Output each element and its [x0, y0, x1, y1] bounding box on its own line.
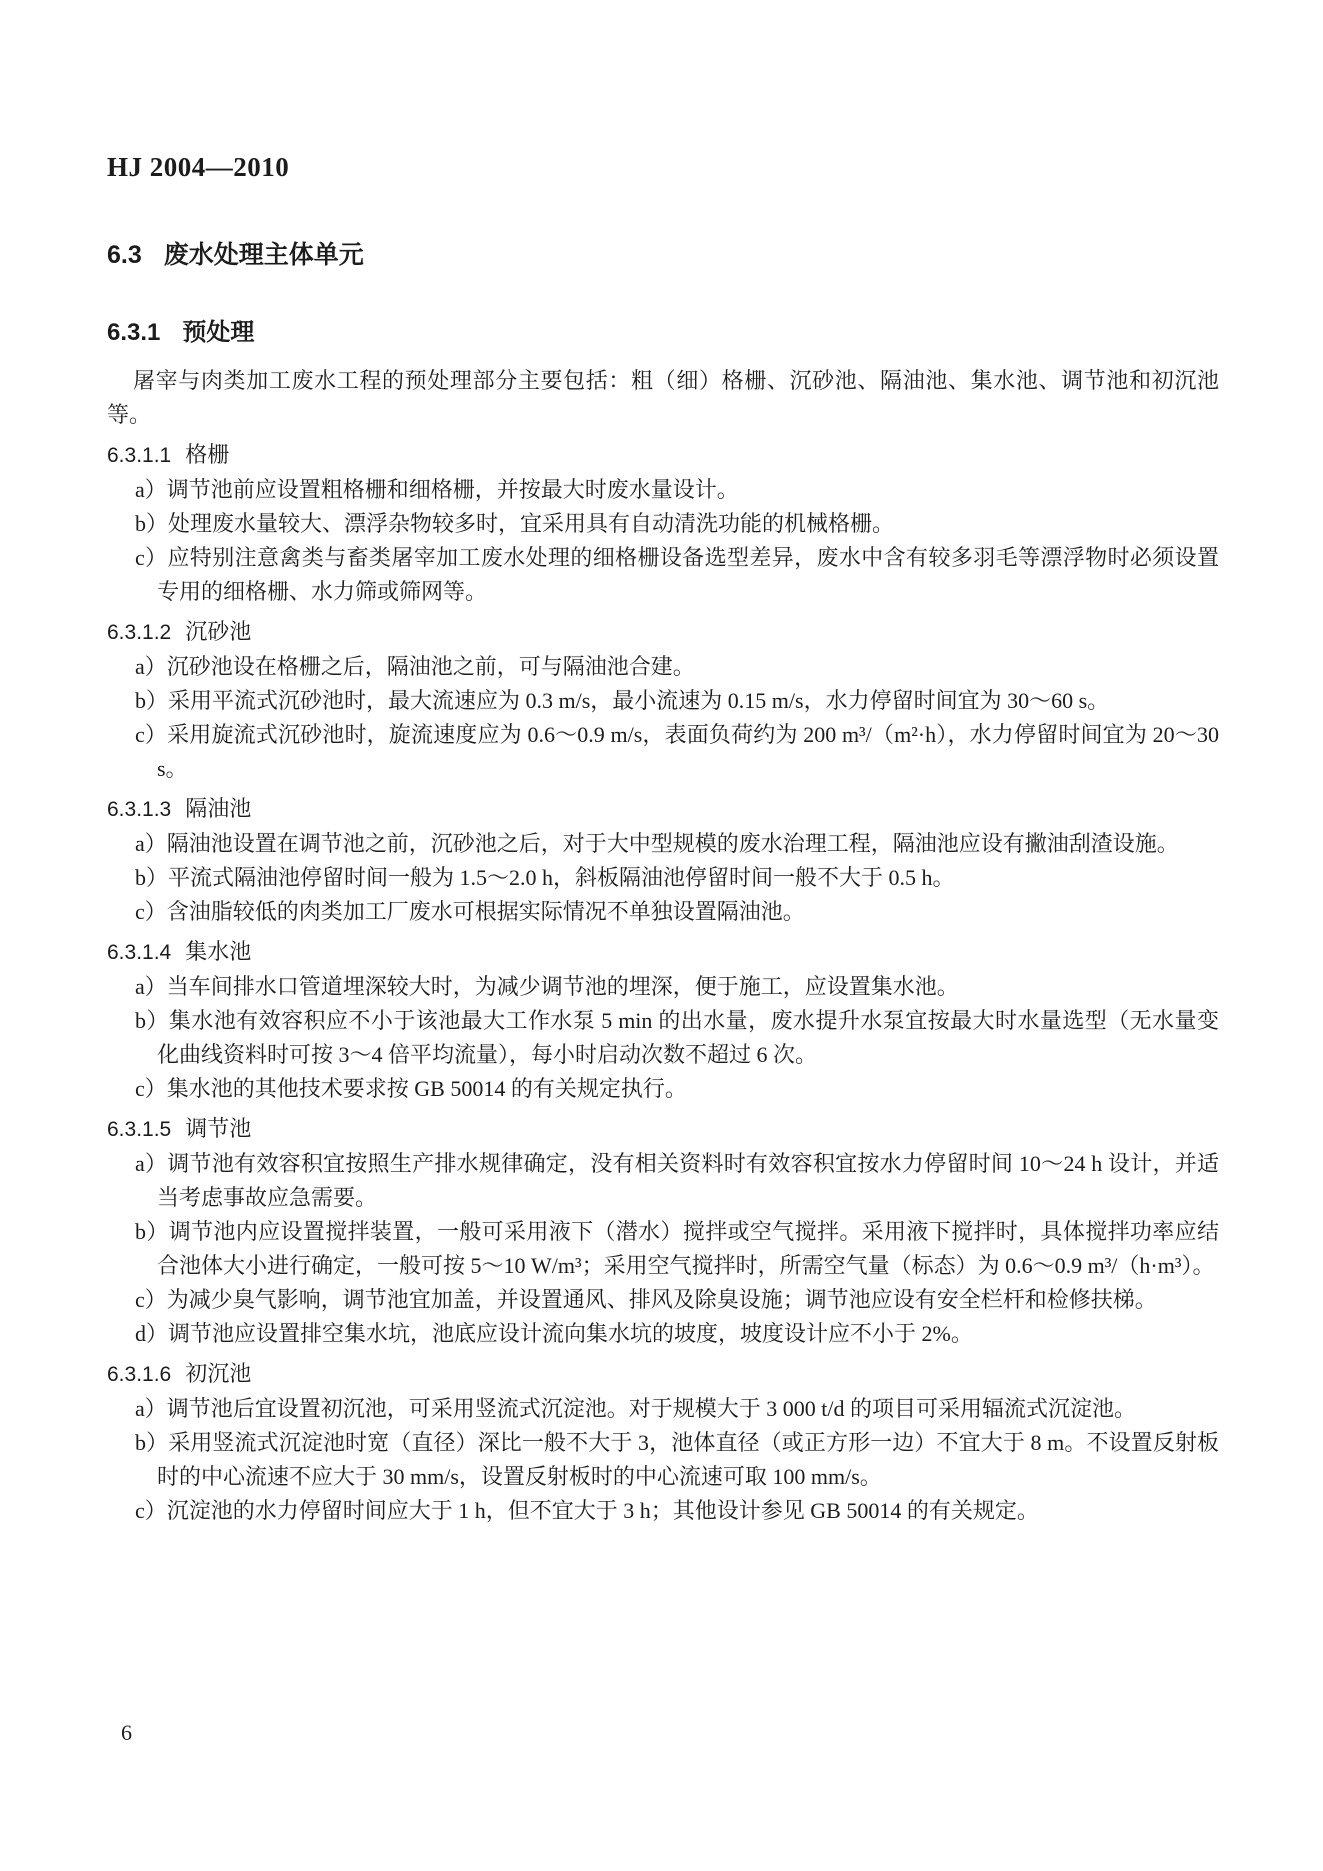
item-label: b） — [135, 1008, 169, 1033]
doc-code-header: HJ 2004—2010 — [107, 152, 290, 182]
item-label: c） — [135, 1498, 167, 1523]
item-text: 调节池内应设置搅拌装置，一般可采用液下（潜水）搅拌或空气搅拌。采用液下搅拌时，具体搅拌功率应结合池体大小进行确定，一般可按 5～10 W/m³；采用空气搅拌时，所需空气量（标态）为 0.6～0.9 m³/（h·m³）。 — [157, 1219, 1219, 1278]
item-text: 采用平流式沉砂池时，最大流速应为 0.3 m/s，最小流速为 0.15 m/s，水力停留时间宜为 30～60 s。 — [168, 688, 1110, 713]
item-text: 调节池有效容积宜按照生产排水规律确定，没有相关资料时有效容积宜按水力停留时间 10～24 h 设计，并适当考虑事故应急需要。 — [157, 1151, 1219, 1210]
item-text: 当车间排水口管道埋深较大时，为减少调节池的埋深，便于施工，应设置集水池。 — [166, 974, 959, 999]
list-item — [107, 718, 1219, 786]
clause-heading — [107, 438, 1219, 473]
clause-title: 格栅 — [185, 442, 230, 467]
item-text: 平流式隔油池停留时间一般为 1.5～2.0 h，斜板隔油池停留时间一般不大于 0.5 h。 — [168, 865, 955, 890]
page-number: 6 — [121, 1720, 132, 1745]
document-body — [107, 238, 1219, 1528]
item-text: 处理废水量较大、漂浮杂物较多时，宜采用具有自动清洗功能的机械格栅。 — [168, 511, 895, 536]
clause-title: 沉砂池 — [185, 619, 252, 644]
clause-number: 6.3.1.2 — [107, 621, 172, 644]
item-text: 隔油池设置在调节池之前，沉砂池之后，对于大中型规模的废水治理工程，隔油池应设有撇油刮渣设施。 — [166, 831, 1179, 856]
item-text: 含油脂较低的肉类加工厂废水可根据实际情况不单独设置隔油池。 — [166, 899, 805, 924]
item-label: b） — [135, 1219, 169, 1244]
item-label: b） — [135, 1430, 169, 1455]
item-text: 为减少臭气影响，调节池宜加盖，并设置通风、排风及除臭设施；调节池应设有安全栏杆和检修扶梯。 — [166, 1287, 1157, 1312]
item-text: 沉砂池设在格栅之后，隔油池之前，可与隔油池合建。 — [166, 654, 695, 679]
item-text: 集水池有效容积应不小于该池最大工作水泵 5 min 的出水量，废水提升水泵宜按最大时水量选型（无水量变化曲线资料时可按 3～4 倍平均流量），每小时启动次数不超过 6 次。 — [157, 1008, 1219, 1067]
paragraph: 屠宰与肉类加工废水工程的预处理部分主要包括：粗（细）格栅、沉砂池、隔油池、集水池、调节池和初沉池等。 — [107, 368, 1219, 427]
item-label: b） — [135, 688, 169, 713]
clause-heading — [107, 615, 1219, 650]
list-item — [107, 895, 1219, 929]
item-text: 集水池的其他技术要求按 GB 50014 的有关规定执行。 — [166, 1076, 687, 1101]
item-text: 采用旋流式沉砂池时，旋流速度应为 0.6～0.9 m/s，表面负荷约为 200 m³/（m²·h），水力停留时间宜为 20～30 s。 — [157, 722, 1219, 781]
item-text: 采用竖流式沉淀池时宽（直径）深比一般不大于 3，池体直径（或正方形一边）不宜大于 8 m。不设置反射板时的中心流速不应大于 30 mm/s，设置反射板时的中心流速可取 100 mm/s。 — [157, 1430, 1219, 1489]
list-item — [107, 1392, 1219, 1426]
item-label: d） — [135, 1321, 169, 1346]
list-item — [107, 861, 1219, 895]
list-item — [107, 1215, 1219, 1283]
item-label: a） — [135, 1396, 167, 1421]
clause-heading — [107, 1357, 1219, 1392]
list-item — [107, 473, 1219, 507]
clause-heading — [107, 935, 1219, 970]
list-item — [107, 1072, 1219, 1106]
clause-number: 6.3.1.3 — [107, 798, 172, 821]
list-item — [107, 684, 1219, 718]
list-item — [107, 1317, 1219, 1351]
clause-heading — [107, 1112, 1219, 1147]
list-item — [107, 1283, 1219, 1317]
list-item — [107, 541, 1219, 609]
clause-number: 6.3.1.6 — [107, 1363, 172, 1386]
list-item — [107, 650, 1219, 684]
list-item — [107, 827, 1219, 861]
item-label: c） — [135, 722, 168, 747]
clause-title: 隔油池 — [185, 796, 252, 821]
item-label: a） — [135, 477, 167, 502]
item-label: a） — [135, 831, 167, 856]
section-heading — [107, 238, 1219, 272]
clause-number: 6.3 — [107, 241, 142, 269]
list-item — [107, 507, 1219, 541]
item-text: 调节池前应设置粗格栅和细格栅，并按最大时废水量设计。 — [166, 477, 739, 502]
clause-number: 6.3.1.1 — [107, 444, 172, 467]
item-label: c） — [135, 899, 167, 924]
clause-heading — [107, 792, 1219, 827]
item-label: c） — [135, 1287, 167, 1312]
item-text: 调节池后宜设置初沉池，可采用竖流式沉淀池。对于规模大于 3 000 t/d 的项目可采用辐流式沉淀池。 — [166, 1396, 1136, 1421]
item-label: c） — [135, 545, 168, 570]
list-item — [107, 1147, 1219, 1215]
item-label: a） — [135, 654, 167, 679]
clause-title: 初沉池 — [185, 1361, 252, 1386]
list-item — [107, 1004, 1219, 1072]
item-label: b） — [135, 511, 169, 536]
item-text: 沉淀池的水力停留时间应大于 1 h，但不宜大于 3 h；其他设计参见 GB 50014 的有关规定。 — [166, 1498, 1039, 1523]
clause-number: 6.3.1.4 — [107, 941, 172, 964]
clause-number: 6.3.1 — [107, 319, 161, 346]
item-label: a） — [135, 1151, 168, 1176]
item-label: c） — [135, 1076, 167, 1101]
list-item — [107, 1426, 1219, 1494]
clause-title: 调节池 — [185, 1116, 252, 1141]
clause-title: 预处理 — [182, 319, 255, 346]
item-text: 调节池应设置排空集水坑，池底应设计流向集水坑的坡度，坡度设计应不小于 2%。 — [168, 1321, 973, 1346]
item-label: a） — [135, 974, 167, 999]
item-label: b） — [135, 865, 169, 890]
list-item — [107, 1494, 1219, 1528]
item-text: 应特别注意禽类与畜类屠宰加工废水处理的细格栅设备选型差异，废水中含有较多羽毛等漂浮物时必须设置专用的细格栅、水力筛或筛网等。 — [157, 545, 1219, 604]
clause-title: 集水池 — [185, 939, 252, 964]
clause-number: 6.3.1.5 — [107, 1118, 172, 1141]
list-item — [107, 970, 1219, 1004]
clause-title: 废水处理主体单元 — [163, 241, 364, 269]
section-heading — [107, 316, 1219, 350]
